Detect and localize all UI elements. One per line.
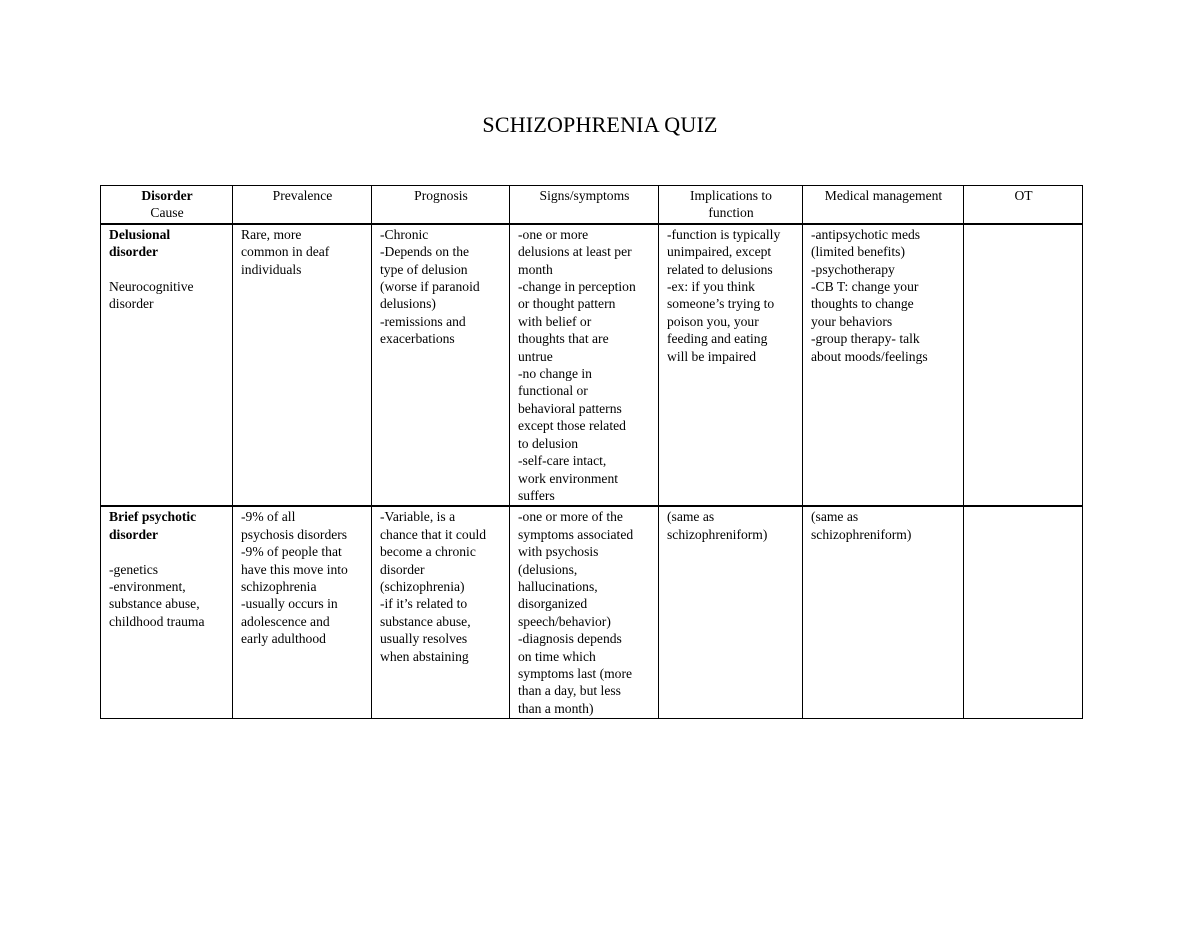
text-line: hallucinations, — [518, 578, 598, 594]
header-cause-label: Cause — [150, 205, 184, 221]
text-line: about moods/feelings — [811, 348, 928, 364]
cell-implications — [659, 506, 803, 718]
text-line: unimpaired, except — [667, 244, 772, 260]
text-line: with belief or — [518, 313, 592, 329]
text-line: your behaviors — [811, 313, 893, 329]
text-line: -9% of people that — [241, 544, 342, 560]
text-line: suffers — [518, 487, 555, 503]
disorder-name-line1: Brief psychotic — [109, 509, 197, 525]
table-row — [101, 506, 1083, 718]
text-line: -environment, — [109, 578, 186, 594]
text-line: type of delusion — [380, 261, 468, 277]
text-line: symptoms last (more — [518, 665, 633, 681]
text-line: disorder — [109, 296, 154, 312]
text-line: -antipsychotic meds — [811, 226, 921, 242]
text-line: (same as — [811, 509, 859, 525]
text-line: -Depends on the — [380, 244, 470, 260]
prognosis-text — [380, 226, 502, 348]
header-ot: OT — [964, 186, 1083, 224]
header-medical-management: Medical management — [803, 186, 964, 224]
text-line: -one or more of the — [518, 509, 623, 525]
text-line: -9% of all — [241, 509, 296, 525]
text-line: -self-care intact, — [518, 453, 607, 469]
table-row — [101, 224, 1083, 507]
implications-text — [667, 226, 795, 365]
text-line: substance abuse, — [380, 613, 471, 629]
text-line: untrue — [518, 348, 553, 364]
text-line: related to delusions — [667, 261, 773, 277]
text-line: -group therapy- talk — [811, 331, 920, 347]
implications-text — [667, 508, 795, 543]
text-line: -change in perception — [518, 279, 636, 295]
cell-signs-symptoms — [510, 506, 659, 718]
text-line: with psychosis — [518, 544, 599, 560]
text-line: delusions at least per — [518, 244, 632, 260]
medical-text — [811, 508, 956, 543]
text-line: -one or more — [518, 226, 589, 242]
text-line: speech/behavior) — [518, 613, 611, 629]
text-line: Neurocognitive — [109, 279, 194, 295]
text-line: behavioral patterns — [518, 400, 622, 416]
text-line: -CB T: change your — [811, 279, 919, 295]
text-line: or thought pattern — [518, 296, 616, 312]
text-line: -usually occurs in — [241, 596, 338, 612]
text-line: adolescence and — [241, 613, 330, 629]
text-line: -remissions and — [380, 313, 466, 329]
header-implications — [659, 186, 803, 224]
text-line: -diagnosis depends — [518, 631, 622, 647]
header-prognosis: Prognosis — [372, 186, 510, 224]
text-line: become a chronic — [380, 544, 476, 560]
text-line: childhood trauma — [109, 613, 205, 629]
text-line: except those related — [518, 418, 626, 434]
text-line: have this move into — [241, 561, 348, 577]
header-disorder — [101, 186, 233, 224]
signs-text — [518, 226, 651, 505]
header-prevalence: Prevalence — [233, 186, 372, 224]
text-line: -ex: if you think — [667, 279, 755, 295]
text-line: substance abuse, — [109, 596, 200, 612]
prevalence-text — [241, 508, 364, 647]
text-line: (worse if paranoid — [380, 279, 480, 295]
text-line: delusions) — [380, 296, 436, 312]
signs-text — [518, 508, 651, 717]
text-line: feeding and eating — [667, 331, 768, 347]
cell-prevalence — [233, 506, 372, 718]
header-signs-symptoms: Signs/symptoms — [510, 186, 659, 224]
cell-prevalence — [233, 224, 372, 507]
text-line: (same as — [667, 509, 715, 525]
medical-text — [811, 226, 956, 365]
text-line: (schizophrenia) — [380, 578, 465, 594]
text-line: thoughts that are — [518, 331, 609, 347]
text-line: individuals — [241, 261, 302, 277]
cell-disorder — [101, 224, 233, 507]
header-implications-line2: function — [708, 205, 754, 221]
text-line: schizophreniform) — [811, 526, 912, 542]
text-line: exacerbations — [380, 331, 455, 347]
cell-ot — [964, 224, 1083, 507]
disorder-name-line2: disorder — [109, 526, 159, 542]
cell-medical-management — [803, 506, 964, 718]
text-line: disorganized — [518, 596, 588, 612]
text-line: -genetics — [109, 561, 159, 577]
header-disorder-label: Disorder — [141, 188, 193, 203]
header-implications-line1: Implications to — [690, 188, 772, 203]
prognosis-text — [380, 508, 502, 665]
text-line: when abstaining — [380, 648, 469, 664]
text-line: (delusions, — [518, 561, 578, 577]
text-line: -function is typically — [667, 226, 781, 242]
text-line: than a month) — [518, 700, 594, 716]
text-line: -if it’s related to — [380, 596, 468, 612]
cause-text — [109, 561, 225, 631]
cell-ot — [964, 506, 1083, 718]
text-line: chance that it could — [380, 526, 487, 542]
text-line: month — [518, 261, 553, 277]
text-line: -no change in — [518, 366, 592, 382]
page-title: SCHIZOPHRENIA QUIZ — [482, 112, 718, 137]
text-line: (limited benefits) — [811, 244, 905, 260]
cell-prognosis — [372, 506, 510, 718]
header-row — [101, 186, 1083, 224]
text-line: than a day, but less — [518, 683, 621, 699]
disorder-name-line2: disorder — [109, 244, 159, 260]
cell-prognosis — [372, 224, 510, 507]
text-line: schizophrenia — [241, 578, 317, 594]
text-line: work environment — [518, 470, 619, 486]
cell-medical-management — [803, 224, 964, 507]
disorder-name-line1: Delusional — [109, 226, 171, 242]
text-line: functional or — [518, 383, 588, 399]
text-line: someone’s trying to — [667, 296, 775, 312]
text-line: common in deaf — [241, 244, 330, 260]
prevalence-text — [241, 226, 364, 278]
text-line: -Variable, is a — [380, 509, 456, 525]
cell-implications — [659, 224, 803, 507]
text-line: to delusion — [518, 435, 579, 451]
text-line: thoughts to change — [811, 296, 914, 312]
text-line: will be impaired — [667, 348, 757, 364]
cell-disorder — [101, 506, 233, 718]
text-line: psychosis disorders — [241, 526, 348, 542]
cell-signs-symptoms — [510, 224, 659, 507]
cause-text — [109, 278, 225, 313]
text-line: schizophreniform) — [667, 526, 768, 542]
text-line: -psychotherapy — [811, 261, 895, 277]
text-line: early adulthood — [241, 631, 326, 647]
text-line: usually resolves — [380, 631, 468, 647]
text-line: disorder — [380, 561, 425, 577]
text-line: Rare, more — [241, 226, 302, 242]
quiz-table — [100, 185, 1083, 719]
text-line: on time which — [518, 648, 596, 664]
text-line: symptoms associated — [518, 526, 634, 542]
text-line: poison you, your — [667, 313, 759, 329]
text-line: -Chronic — [380, 226, 429, 242]
